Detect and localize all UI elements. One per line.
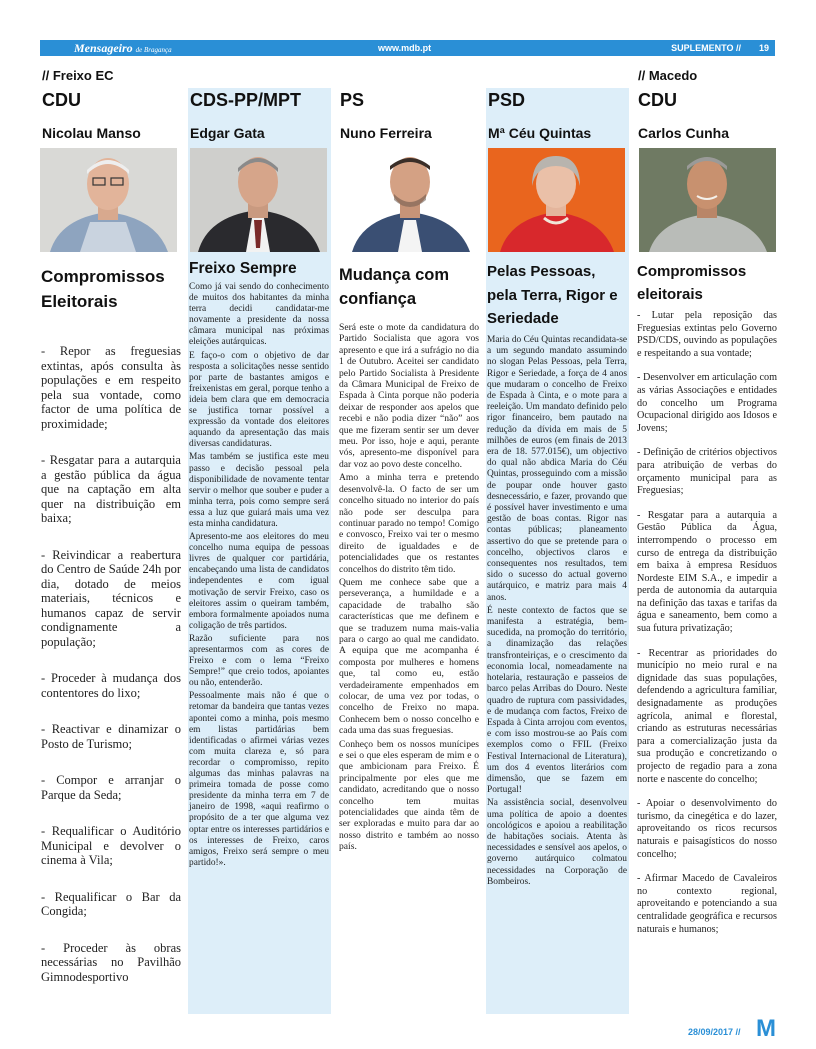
paragraph: Mas também se justifica este meu passo e decisão pessoal pela disponibilidade de novamente tentar servir o melhor que souber e puder a minha terra, pois como sempre será essa a luz que guiará mais uma vez esta minha candidatura. [189,452,329,529]
paragraph: Pessoalmente mais não é que o retomar da bandeira que tantas vezes apontei como a minha, pois mesmo em listas partidárias bem identificadas o afirmei várias vezes com muita clareza e, só para recordar o compromisso, repito algumas das minhas palavras na primeira tomada de posse como presidente da minha terra em 7 de janeiro de 1998, «aqui reafirmo o propósito de a ter que alguma vez optar entre os interesses partidários e os interesses de Freixo, caros amigos, Freixo será sempre o meu partido!». [189,691,329,868]
headline: Compromissos Eleitorais [41,267,165,311]
region-label-freixo: // Freixo EC [42,68,114,83]
column-psd [486,88,629,1014]
candidate-photo [488,148,625,252]
candidate-name: Nuno Ferreira [340,125,432,141]
paragraph: Quem me conhece sabe que a perseverança, a humildade e a capacidade de trabalho são características que me definem e que se traduzem numa mais-valia para o cargo ao qual me candidato. A equipa que me acompanha é composta por mulheres e homens que, tal como eu, estão verdadeiramente empenhados em colocar, de uma vez por todas, o concelho de Freixo no mapa. Conhecem bem o nosso concelho e cada uma das suas freguesias. [339,576,479,737]
party-name: PS [340,90,365,110]
paragraph: Como já vai sendo do conhecimento de muitos dos habitantes da minha terra decidi candidatar-me novamente a presidente da nossa câmara municipal nas próximas eleições autárquicas. [189,282,329,348]
headline: Pelas Pessoas, pela Terra, Rigor e Seriedade [487,263,618,327]
commitments-list [637,310,777,948]
supplement-label: SUPLEMENTO // [671,43,741,53]
paragraph: Razão suficiente para nos apresentarmos com as cores de Freixo e com o lema “Freixo Sempre!” que creio todos, apoiantes ou não, entenderão. [189,633,329,689]
column-cdu-macedo [636,88,779,1014]
footer-date: 28/09/2017 // [688,1027,741,1037]
commitments-list [41,344,181,1006]
candidate-photo [190,148,327,252]
paragraph: Amo a minha terra e pretendo desenvolvê-la. O facto de ser um concelho situado no interior do país não pode ser desculpa para continuar parado no tempo! Comigo e convosco, Freixo vai ter o mesmo direito de igualdades e de potencialidades que os restantes concelhos do distrito têm tido. [339,472,479,575]
party-name: CDU [638,90,677,110]
paragraph: Será este o mote da candidatura do Partido Socialista que agora vos apresento e que irá a sufrágio no dia 1 de Outubro. Aceitei ser candidato pelo Partido Socialista à Presidente da Câmara Municipal de Freixo de Espada à Cinta porque não poderia deixar de responder aos apelos que recebi e não podia dizer “não” aos que me fizeram sentir ser um dever meu. Por isso, hoje e aqui, perante vós, apresento-me disponível para dar voz ao povo deste concelho. [339,322,479,470]
list-item: - Afirmar Macedo de Cavaleiros no contexto regional, aproveitando e potenciando a sua centralidade geográfica e recursos naturais e humanos; [637,873,777,935]
list-item: - Proceder à mudança dos contentores do lixo; [41,671,181,700]
headline: Mudança com confiança [339,266,450,308]
list-item: - Lutar pela reposição das Freguesias extintas pelo Governo PSD/CDS, ouvindo as populações e respeitando a sua vontade; [637,310,777,359]
party-name: CDS-PP/MPT [190,90,302,110]
list-item: - Reactivar e dinamizar o Posto de Turismo; [41,722,181,751]
column-ps [338,88,481,1014]
list-item: - Resgatar para a autarquia a gestão pública da água que na captação em alta quer na distribuição em baixa; [41,453,181,525]
party-name: CDU [42,90,81,110]
candidate-name: Carlos Cunha [638,125,730,141]
headline: Compromissos eleitorais [637,263,747,303]
list-item: - Requalificar o Auditório Municipal e devolver o cinema à Vila; [41,824,181,867]
candidate-photo [342,148,479,252]
paragraph: É neste contexto de factos que se manifesta a estratégia, bem-sucedida, na promoção do território, a dinamização das relações transfronteiriças, e o crescimento da economia local, nomeadamente na hotelaria, restauração e passeios de barco pelas Arribas do Douro. Neste quadro de ruptura com passividades, e de mudança com factos, Freixo de Espada à Cinta arrojou com eventos, e com isso mostrou-se ao País com exemplos como o FFIL (Freixo Festival Internacional de Literatura), um dos 4 eventos literários com dimensão, que se fazem em Portugal! [487,605,627,796]
candidate-name: Nicolau Manso [42,125,141,141]
page-number: 19 [758,43,769,53]
site-url: www.mdb.pt [378,43,432,53]
list-item: - Reivindicar a reabertura do Centro de Saúde 24h por dia, dotado de meios materiais, técnicos e humanos capaz de servir condignamente a população; [41,547,181,649]
party-name: PSD [488,90,526,110]
region-label-macedo: // Macedo [638,68,698,83]
footer-logo: M [756,1015,776,1042]
paragraph: Na assistência social, desenvolveu uma política de apoio a doentes oncológicos e apoiou a reabilitação de habitações sociais. Atenta às necessidades e sensível aos apelos, o governo autárquico colmatou necessidades na Corporação de Bombeiros. [487,798,627,887]
candidate-photo [639,148,776,252]
header-bar [40,40,775,56]
paragraph: E faço-o com o objetivo de dar resposta a solicitações nesse sentido por parte de bastantes amigos e freixenistas em geral, porque tenho a ideia bem clara que em democracia se justifica tornar possível a expressão da vontade dos eleitores aquando da apresentação das mais diversas candidaturas. [189,350,329,450]
list-item: - Apoiar o desenvolvimento do turismo, da cinegética e do lazer, aproveitando os ricos recursos naturais e paisagísticos do nosso concelho; [637,798,777,860]
article-body [339,322,479,855]
candidate-name: Mª Céu Quintas [488,125,592,141]
list-item: - Definição de critérios objectivos para atribuição de verbas do orçamento municipal para as Freguesias; [637,447,777,497]
candidate-name: Edgar Gata [190,125,265,141]
list-item: - Compor e arranjar o Parque da Seda; [41,773,181,802]
column-cds-pp-mpt [188,88,331,1014]
article-body [487,335,627,890]
candidate-photo [40,148,177,252]
list-item: - Requalificar o Bar da Congida; [41,889,181,918]
headline: Freixo Sempre [189,260,297,277]
list-item: - Desenvolver em articulação com as várias Associações e entidades do concelho um Programa Ocupacional dirigido aos Idosos e Jovens; [637,372,777,434]
list-item: - Repor as freguesias extintas, após consulta às populações e em respeito pela sua vontade, como factor de uma política de proximidade; [41,344,181,431]
paragraph: Apresento-me aos eleitores do meu concelho numa equipa de pessoas livres de qualquer cor partidária, encabeçando uma lista de candidatos independentes e com igual motivação de servir Freixo, caso os eleitores assim o queiram também, embora formalmente apoiados numa coligação de três partidos. [189,532,329,631]
list-item: - Recentrar as prioridades do município no meio rural e na dignidade das suas populações, defendendo a agricultura familiar, designadamente as produções agrícola, animal e florestal, criando as estruturas necessárias para a comercialização justa da sua produção e concretizando o projecto de regadio para a zona norte e nascente do concelho; [637,647,777,785]
list-item: - Resgatar para a autarquia a Gestão Pública da Água, interrompendo o processo em curso de entrega da distribuição em baixa à empresa Resíduos Nordeste EIM S.A., e impedir a perda de autonomia da autarquia na definição das taxas e tarifas da água e saneamento, bem como a sua futura privatização; [637,509,777,635]
column-cdu-freixo [40,88,183,1014]
list-item: - Proceder às obras necessárias no Pavilhão Gimnodesportivo [41,940,181,984]
article-body [189,282,329,871]
brand-logo: Mensageiro de Bragança [74,41,172,55]
paragraph: Conheço bem os nossos munícipes e sei o que eles esperam de mim e o que ambicionam para Freixo. É principalmente por eles que me candidato, acreditando que o nosso concelho tem muitas potencialidades que ainda têm de ser exploradas e muito para dar ao nosso distrito e também ao nosso país. [339,738,479,853]
paragraph: Maria do Céu Quintas recandidata-se a um segundo mandato assumindo no slogan Pelas Pessoas, pela Terra, Rigor e Seriedade, a força de 4 anos que mudaram o concelho de Freixo de Espada à Cinta, e o mote para a reeleição. Um mandato definido pelo rigor financeiro, bem pautado na redução da dívida em mais de 5 milhões de euros (em finais de 2013 era de 18. 577.015€), um objectivo do qual não abdica Maria do Céu Quintas, prosseguindo com a missão de poupar onde houver gasto desnecessário, e fazer, provando que é possível haver investimento e uma gestão de boas contas. Rigor nas contas públicas; planeamento assertivo do que se pretende para o concelho, objectivos claros e consequentes nos resultados, tem sido o sucesso do actual governo autárquico, e matriz para mais 4 anos. [487,335,627,603]
